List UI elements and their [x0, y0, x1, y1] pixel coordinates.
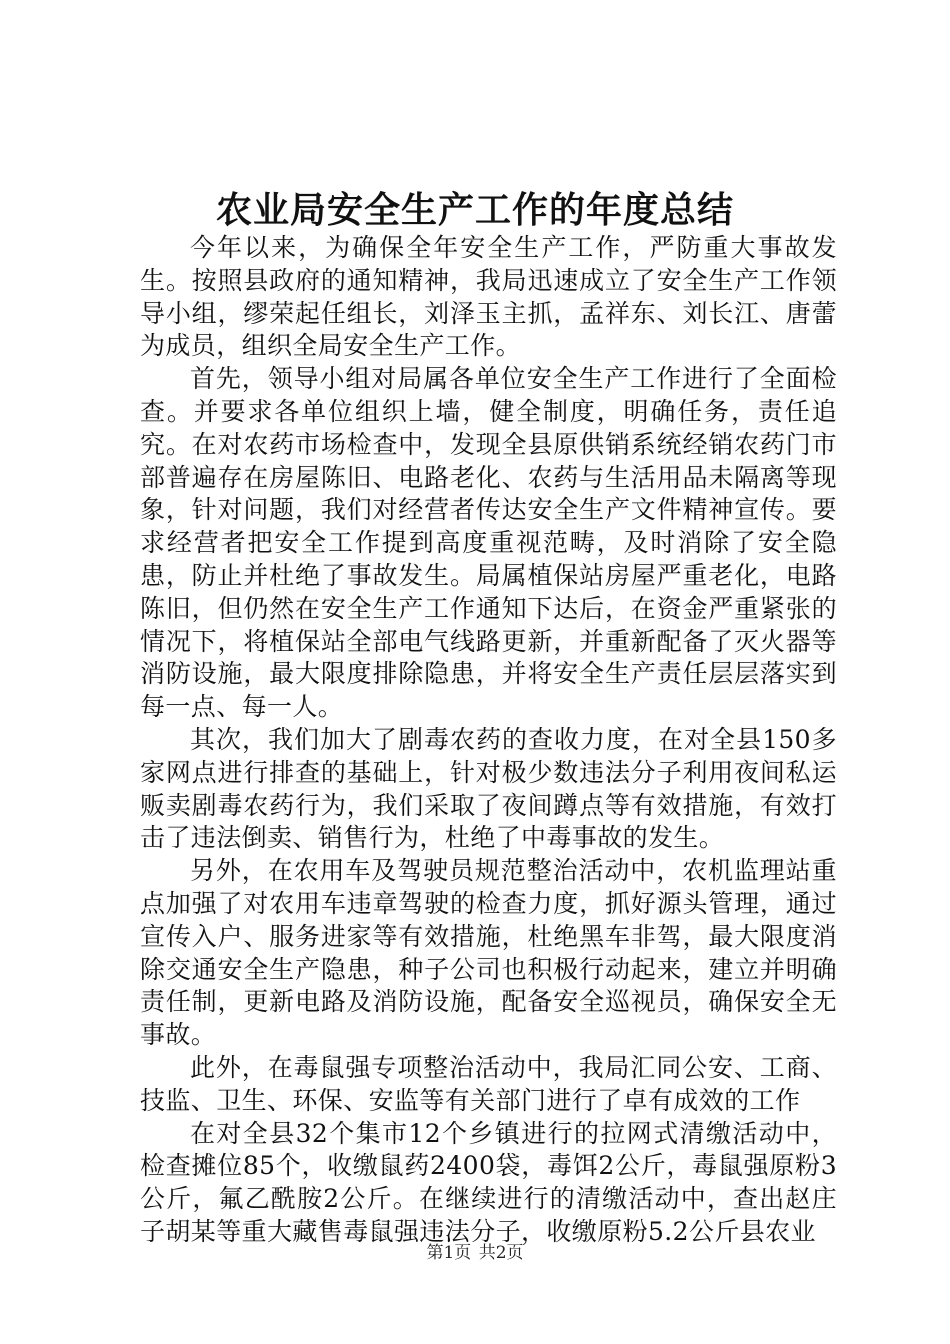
paragraph-fourth: 此外，在毒鼠强专项整治活动中，我局汇同公安、工商、技监、卫生、环保、安监等有关部门进行了卓有成效的工作 [140, 1052, 837, 1115]
document-title: 农业局安全生产工作的年度总结 [215, 189, 734, 231]
paragraph-first: 首先，领导小组对局属各单位安全生产工作进行了全面检查。并要求各单位组织上墙，健全制度，明确任务，责任追究。在对农药市场检查中，发现全县原供销系统经销农药门市部普遍存在房屋陈旧、电路老化、农药与生活用品未隔离等现象，针对问题，我们对经营者传达安全生产文件精神宣传。要求经营者把安全工作提到高度重视范畴，及时消除了安全隐患，防止并杜绝了事故发生。局属植保站房屋严重老化，电路陈旧，但仍然在安全生产工作通知下达后，在资金严重紧张的情况下，将植保站全部电气线路更新，并重新配备了灭火器等消防设施，最大限度排除隐患，并将安全生产责任层层落实到每一点、每一人。 [140, 364, 837, 722]
paragraph-second: 其次，我们加大了剧毒农药的查收力度，在对全县150多家网点进行排查的基础上，针对极少数违法分子利用夜间私运贩卖剧毒农药行为，我们采取了夜间蹲点等有效措施，有效打击了违法倒卖、销售行为，杜绝了中毒事故的发生。 [140, 724, 837, 853]
document-body [140, 232, 837, 1249]
paragraph-third: 另外，在农用车及驾驶员规范整治活动中，农机监理站重点加强了对农用车违章驾驶的检查力度，抓好源头管理，通过宣传入户、服务进家等有效措施，杜绝黑车非驾，最大限度消除交通安全生产隐患，种子公司也积极行动起来，建立并明确责任制，更新电路及消防设施，配备安全巡视员，确保安全无事故。 [140, 856, 837, 1050]
page-total: 共2页 [478, 1243, 524, 1263]
paragraph-fifth: 在对全县32个集市12个乡镇进行的拉网式清缴活动中，检查摊位85个，收缴鼠药2400袋，毒饵2公斤，毒鼠强原粉3公斤，氟乙酰胺2公斤。在继续进行的清缴活动中，查出赵庄子胡某等重大藏售毒鼠强违法分子，收缴原粉5.2公斤县农业 [140, 1118, 837, 1246]
page-number: 第1页 [426, 1243, 472, 1263]
paragraph-intro: 今年以来，为确保全年安全生产工作，严防重大事故发生。按照县政府的通知精神，我局迅速成立了安全生产工作领导小组，缪荣起任组长，刘泽玉主抓，孟祥东、刘长江、唐蕾为成员，组织全局安全生产工作。 [140, 233, 837, 361]
page-footer [0, 1242, 950, 1264]
